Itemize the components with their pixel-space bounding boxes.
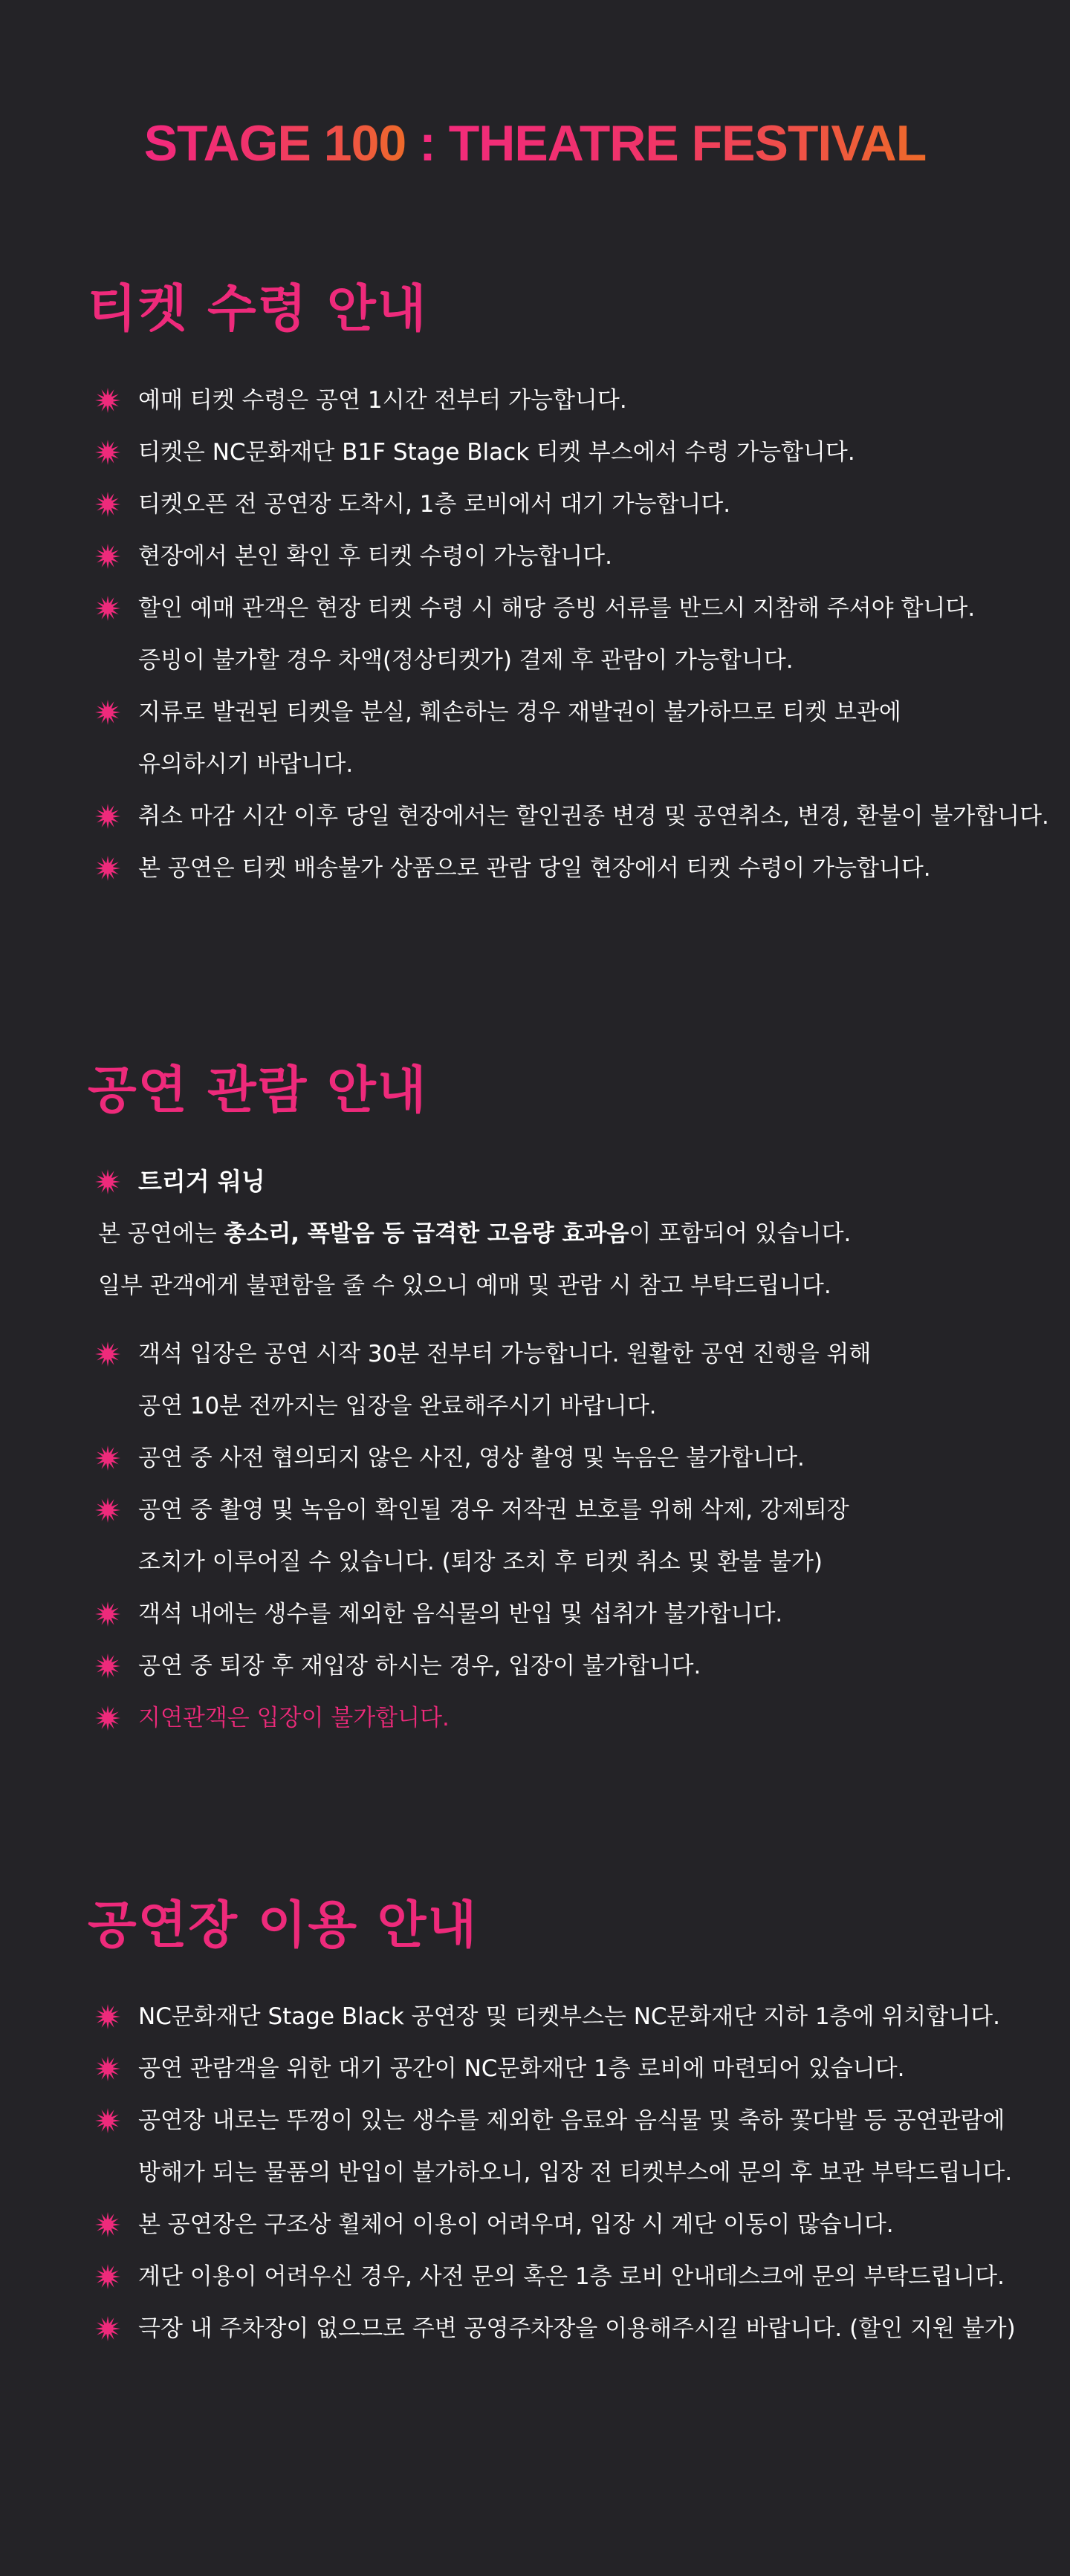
list-item <box>88 1328 1009 1432</box>
list-item <box>88 582 1009 686</box>
trigger-warning-suffix: 이 포함되어 있습니다. <box>629 1220 852 1247</box>
list-item-text: 방해가 되는 물품의 반입이 불가하오니, 입장 전 티켓부스에 문의 후 보관 부탁드립니다. <box>138 2159 1013 2186</box>
performance-list <box>88 1328 1009 1692</box>
list-item <box>88 686 1009 790</box>
list-item-text: NC문화재단 Stage Black 공연장 및 티켓부스는 NC문화재단 지하 1층에 위치합니다. <box>138 2003 1000 2030</box>
festival-banner <box>0 110 1070 177</box>
trigger-warning-line-2: 일부 관객에게 불편함을 줄 수 있으니 예매 및 관람 시 참고 부탁드립니다. <box>98 1272 831 1299</box>
sunburst-bullet-icon <box>95 388 120 413</box>
list-item <box>88 2199 1009 2251</box>
list-item <box>88 2251 1009 2303</box>
list-item-text: 극장 내 주차장이 없으므로 주변 공영주차장을 이용해주시길 바랍니다. (할인 지원 불가) <box>138 2315 1016 2342</box>
list-item <box>88 2043 1009 2095</box>
sunburst-bullet-icon <box>95 1341 120 1367</box>
list-item <box>88 2095 1013 2199</box>
list-item <box>88 790 1049 842</box>
performance-highlight-list <box>88 1692 1009 1744</box>
sunburst-bullet-icon <box>95 2316 120 2341</box>
performance-section-title: 공연 관람 안내 <box>88 1061 428 1120</box>
list-item-text: 공연장 내로는 뚜껑이 있는 생수를 제외한 음료와 음식물 및 축하 꽃다발 등 공연관람에 <box>138 2107 1005 2134</box>
ticket-list <box>88 374 1049 894</box>
list-item-text: 할인 예매 관객은 현장 티켓 수령 시 해당 증빙 서류를 반드시 지참해 주셔야 합니다. <box>138 595 976 622</box>
sunburst-bullet-icon <box>95 596 120 621</box>
list-item <box>88 478 1009 530</box>
list-item-text: 현장에서 본인 확인 후 티켓 수령이 가능합니다. <box>138 543 612 570</box>
performance-section <box>88 1058 1009 1744</box>
list-item-text: 증빙이 불가할 경우 차액(정상티켓가) 결제 후 관람이 가능합니다. <box>138 647 794 674</box>
sunburst-bullet-icon <box>95 1497 120 1523</box>
list-item <box>88 530 1009 582</box>
list-item-text: 조치가 이루어질 수 있습니다. (퇴장 조치 후 티켓 취소 및 환불 불가) <box>138 1549 823 1575</box>
late-entry-notice-text: 지연관객은 입장이 불가합니다. <box>138 1705 450 1731</box>
ticket-section-title: 티켓 수령 안내 <box>88 280 428 339</box>
trigger-warning-heading <box>88 1156 1009 1208</box>
sunburst-bullet-icon <box>95 492 120 517</box>
sunburst-bullet-icon <box>95 2056 120 2081</box>
list-item <box>88 426 1009 478</box>
sunburst-bullet-icon <box>95 856 120 881</box>
sunburst-bullet-icon <box>95 1445 120 1471</box>
list-item-text: 티켓은 NC문화재단 B1F Stage Black 티켓 부스에서 수령 가능합니다. <box>138 439 855 466</box>
list-item-text: 계단 이용이 어려우신 경우, 사전 문의 혹은 1층 로비 안내데스크에 문의 부탁드립니다. <box>138 2263 1005 2290</box>
sunburst-bullet-icon <box>95 1653 120 1679</box>
list-item-text: 객석 내에는 생수를 제외한 음식물의 반입 및 섭취가 불가합니다. <box>138 1601 783 1627</box>
venue-section-title: 공연장 이용 안내 <box>88 1896 479 1955</box>
list-item-text: 본 공연장은 구조상 휠체어 이용이 어려우며, 입장 시 계단 이동이 많습니다. <box>138 2211 894 2238</box>
sunburst-bullet-icon <box>95 440 120 465</box>
list-item <box>88 1432 1009 1484</box>
sunburst-bullet-icon <box>95 1169 120 1194</box>
banner-rest-text: : THEATRE FESTIVAL <box>406 115 927 172</box>
banner-strong-text: STAGE 100 <box>143 115 406 172</box>
list-item-text: 취소 마감 시간 이후 당일 현장에서는 할인권종 변경 및 공연취소, 변경, 환불이 불가합니다. <box>138 803 1049 830</box>
trigger-warning <box>88 1156 1009 1312</box>
sunburst-bullet-icon <box>95 2212 120 2237</box>
trigger-warning-body <box>88 1208 1009 1312</box>
list-item <box>88 2303 1016 2355</box>
late-entry-notice <box>88 1692 1009 1744</box>
list-item-text: 공연 중 촬영 및 녹음이 확인될 경우 저작권 보호를 위해 삭제, 강제퇴장 <box>138 1497 849 1523</box>
list-item-text: 티켓오픈 전 공연장 도착시, 1층 로비에서 대기 가능합니다. <box>138 491 731 518</box>
list-item-text: 공연 관람객을 위한 대기 공간이 NC문화재단 1층 로비에 마련되어 있습니다. <box>138 2055 905 2082</box>
sunburst-bullet-icon <box>95 700 120 725</box>
list-item-text: 공연 중 퇴장 후 재입장 하시는 경우, 입장이 불가합니다. <box>138 1653 701 1679</box>
trigger-warning-heading-text: 트리거 워닝 <box>138 1167 265 1196</box>
trigger-warning-prefix: 본 공연에는 <box>98 1220 224 1247</box>
sunburst-bullet-icon <box>95 1601 120 1627</box>
list-item <box>88 1640 1009 1692</box>
ticket-section <box>88 276 1049 894</box>
venue-section <box>88 1893 1016 2355</box>
list-item-text: 지류로 발권된 티켓을 분실, 훼손하는 경우 재발권이 불가하므로 티켓 보관에 <box>138 699 901 726</box>
list-item-text: 본 공연은 티켓 배송불가 상품으로 관람 당일 현장에서 티켓 수령이 가능합니다. <box>138 855 931 882</box>
sunburst-bullet-icon <box>95 2108 120 2133</box>
list-item <box>88 1588 1009 1640</box>
trigger-warning-bold: 총소리, 폭발음 등 급격한 고음량 효과음 <box>224 1220 629 1247</box>
list-item-text: 객석 입장은 공연 시작 30분 전부터 가능합니다. 원활한 공연 진행을 위해 <box>138 1341 872 1367</box>
list-item-text: 예매 티켓 수령은 공연 1시간 전부터 가능합니다. <box>138 387 627 414</box>
list-item <box>88 842 1009 894</box>
sunburst-bullet-icon <box>95 544 120 569</box>
list-item <box>88 1484 1009 1588</box>
list-item <box>88 1991 1009 2043</box>
list-item-text: 공연 10분 전까지는 입장을 완료해주시기 바랍니다. <box>138 1393 657 1419</box>
sunburst-bullet-icon <box>95 1705 120 1731</box>
venue-list <box>88 1991 1016 2355</box>
trigger-warning-line-1 <box>98 1208 1009 1260</box>
sunburst-bullet-icon <box>95 2004 120 2029</box>
sunburst-bullet-icon <box>95 804 120 829</box>
list-item <box>88 374 1009 426</box>
list-item-text: 유의하시기 바랍니다. <box>138 751 354 778</box>
sunburst-bullet-icon <box>95 2264 120 2289</box>
list-item-text: 공연 중 사전 협의되지 않은 사진, 영상 촬영 및 녹음은 불가합니다. <box>138 1445 805 1471</box>
